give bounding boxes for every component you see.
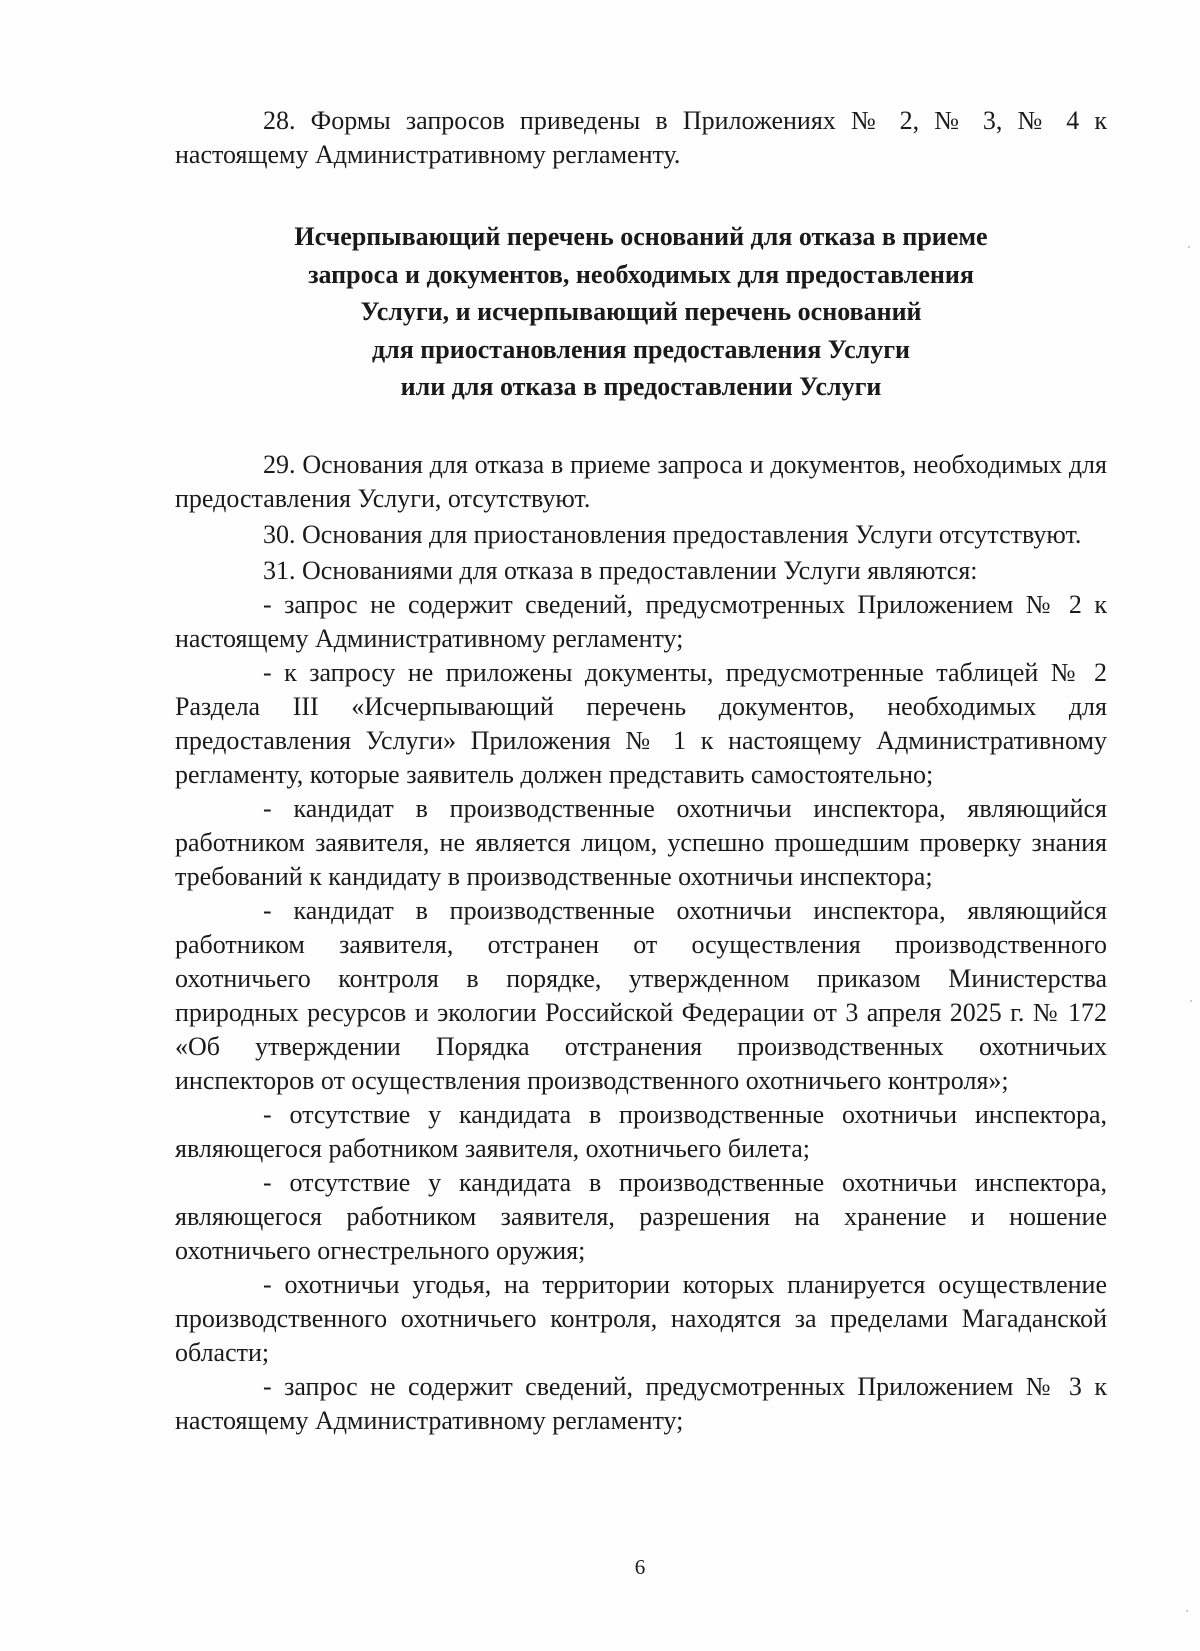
heading-line: Исчерпывающий перечень оснований для отказа в приеме: [294, 222, 988, 251]
document-body: [175, 104, 1107, 1438]
list-item: - запрос не содержит сведений, предусмотренных Приложением № 2 к настоящему Административному регламенту;: [175, 589, 1107, 653]
heading-line: Услуги, и исчерпывающий перечень оснований: [360, 297, 922, 326]
paragraph-30: 30. Основания для приостановления предоставления Услуги отсутствуют.: [263, 519, 1082, 549]
list-item: - к запросу не приложены документы, предусмотренные таблицей № 2 Раздела III «Исчерпывающий перечень документов, необходимых для предоставления Услуги» Приложения № 1 к настоящему Административному регламенту, которые заявитель должен представить самостоятельно;: [175, 657, 1107, 789]
heading-line: запроса и документов, необходимых для предоставления: [308, 259, 974, 289]
heading-line: для приостановления предоставления Услуги: [371, 334, 910, 364]
list-item: - отсутствие у кандидата в производственные охотничьи инспектора, являющегося работником заявителя, разрешения на хранение и ношение охотничьего огнестрельного оружия;: [175, 1167, 1107, 1265]
list-item: - запрос не содержит сведений, предусмотренных Приложением № 3 к настоящему Административному регламенту;: [175, 1371, 1107, 1435]
scan-speck: [1190, 1000, 1192, 1002]
heading-line: или для отказа в предоставлении Услуги: [400, 372, 882, 401]
paragraph-29: 29. Основания для отказа в приеме запроса и документов, необходимых для предоставления Услуги, отсутствуют.: [175, 449, 1107, 513]
paragraph-31: 31. Основаниями для отказа в предоставлении Услуги являются:: [263, 555, 978, 585]
paragraph-28: 28. Формы запросов приведены в Приложениях № 2, № 3, № 4 к настоящему Административному регламенту.: [175, 106, 1107, 169]
list-item: - охотничьи угодья, на территории которых планируется осуществление производственного охотничьего контроля, находятся за пределами Магаданской области;: [175, 1269, 1107, 1367]
list-item: - кандидат в производственные охотничьи инспектора, являющийся работником заявителя, отстранен от осуществления производственного охотничьего контроля в порядке, утвержденном приказом Министерства природных ресурсов и экологии Российской Федерации от 3 апреля 2025 г. № 172 «Об утверждении Порядка отстранения производственных охотничьих инспекторов от осуществления производственного охотничьего контроля»;: [175, 895, 1107, 1095]
page-number: 6: [634, 1555, 646, 1579]
list-item: - кандидат в производственные охотничьи инспектора, являющийся работником заявителя, не является лицом, успешно прошедшим проверку знания требований к кандидату в производственные охотничьи инспектора;: [175, 793, 1107, 891]
list-item: - отсутствие у кандидата в производственные охотничьи инспектора, являющегося работником заявителя, охотничьего билета;: [175, 1099, 1107, 1163]
scan-speck: [1186, 1610, 1188, 1612]
scan-speck: [1188, 246, 1190, 248]
section-heading: [175, 218, 1107, 406]
